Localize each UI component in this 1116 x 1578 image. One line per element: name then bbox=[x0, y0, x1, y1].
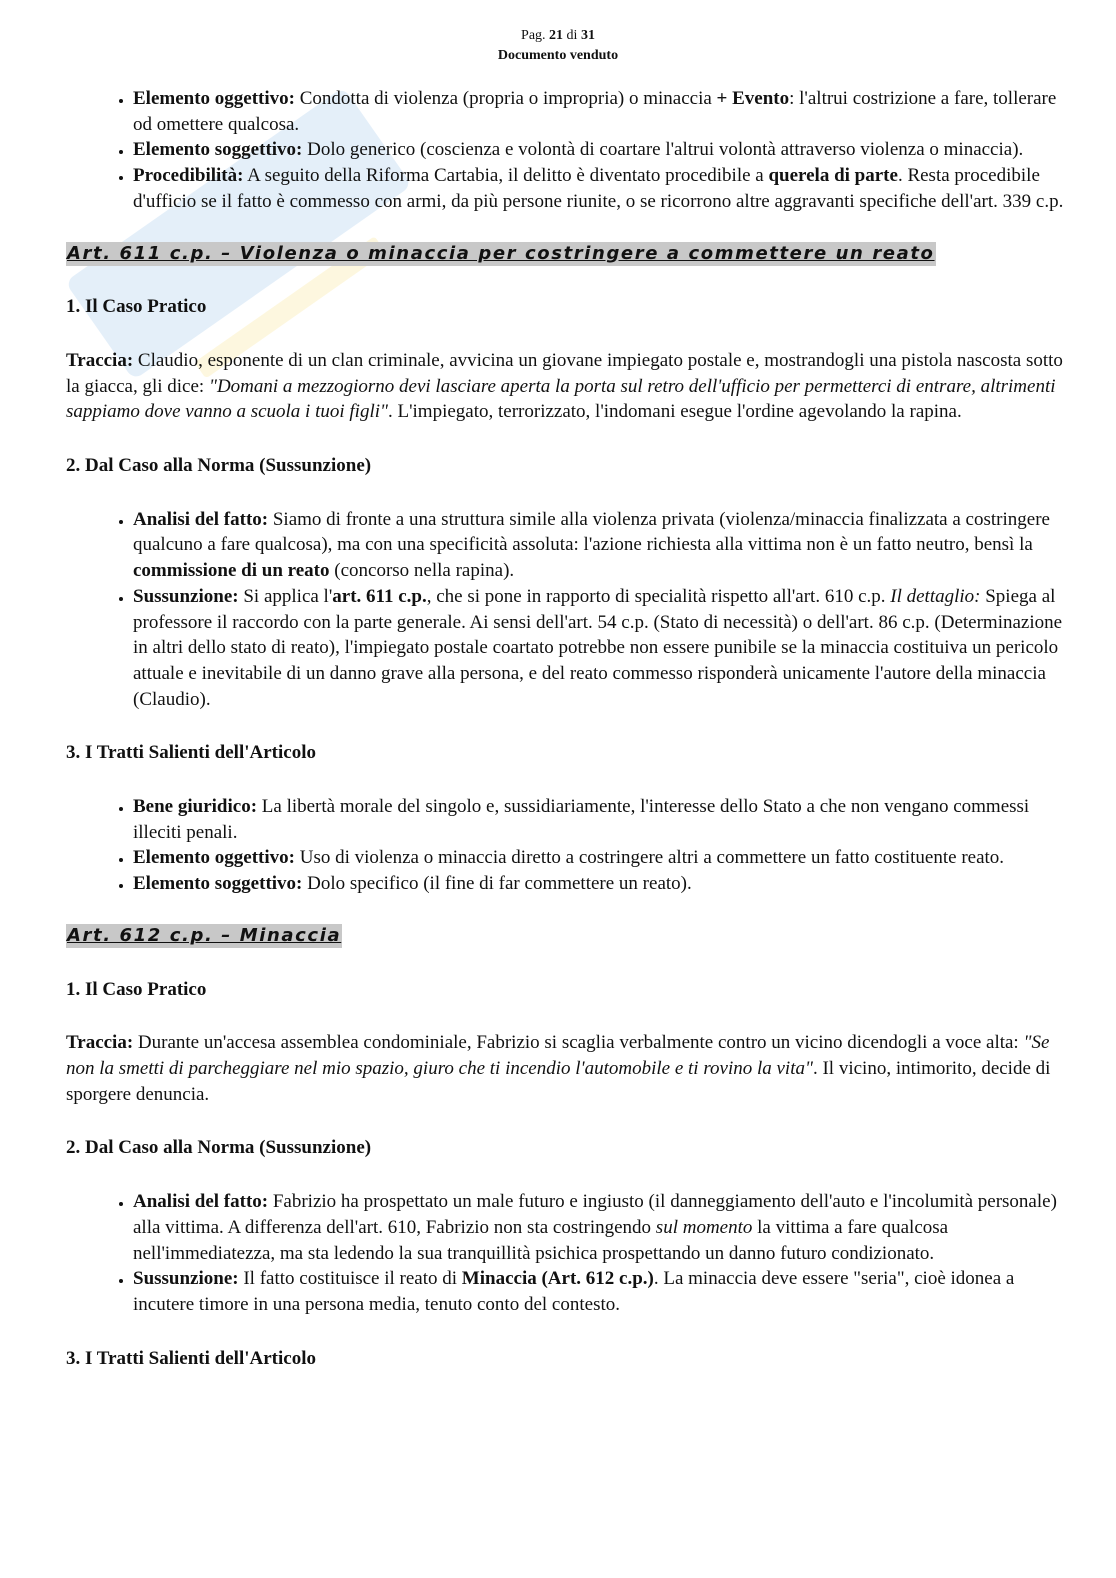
list-item: • Bene giuridico: La libertà morale del singolo e, sussidiariamente, l'interesse dello Stato a che non vengano commessi illeciti penali. bbox=[133, 794, 1070, 845]
intro-list bbox=[66, 86, 1070, 215]
list-item: • Analisi del fatto: Fabrizio ha prospettato un male futuro e ingiusto (il danneggiamento dell'auto e l'incolumità personale) alla vittima. A differenza dell'art. 610, Fabrizio non sta costringendo sul momento la vittima a fare qualcosa nell'immediatezza, ma sta ledendo la sua tranquillità psichica prospettando un danno futuro condizionato. bbox=[133, 1189, 1070, 1266]
sussunzione-list bbox=[66, 507, 1070, 713]
page-number: Pag. 21 di 31 bbox=[521, 28, 595, 43]
list-item: • Sussunzione: Il fatto costituisce il reato di Minaccia (Art. 612 c.p.). La minaccia deve essere "seria", cioè idonea a incutere timore in una persona media, tenuto conto del contesto. bbox=[133, 1266, 1070, 1317]
document-body bbox=[66, 86, 1070, 1371]
traccia-paragraph: Traccia: Claudio, esponente di un clan criminale, avvicina un giovane impiegato postale e, mostrandogli una pistola nascosta sotto la giacca, gli dice: "Domani a mezzogiorno devi lasciare aperta la porta sul retro dell'ufficio per permetterci di entrare, altrimenti sappiamo dove vanno a scuola i tuoi figli". L'impiegato, terrorizzato, l'indomani esegue l'ordine agevolando la rapina. bbox=[66, 349, 1063, 423]
section-title: 2. Dal Caso alla Norma (Sussunzione) bbox=[66, 1137, 372, 1159]
section-title: 3. I Tratti Salienti dell'Articolo bbox=[66, 742, 316, 764]
list-item: • Elemento soggettivo: Dolo generico (coscienza e volontà di coartare l'altrui volontà attraverso violenza o minaccia). bbox=[133, 137, 1070, 163]
list-item: • Elemento soggettivo: Dolo specifico (il fine di far commettere un reato). bbox=[133, 871, 1070, 897]
page-current: 21 bbox=[549, 28, 564, 43]
section-title: 1. Il Caso Pratico bbox=[66, 978, 207, 1000]
list-item: • Analisi del fatto: Siamo di fronte a una struttura simile alla violenza privata (violenza/minaccia finalizzata a costringere qualcuno a fare qualcosa), ma con una specificità assoluta: l'azione richiesta alla vittima non è un fatto neutro, bensì la commissione di un reato (concorso nella rapina). bbox=[133, 507, 1070, 584]
sussunzione-list bbox=[66, 1189, 1070, 1318]
page-total: 31 bbox=[580, 28, 595, 43]
traccia-paragraph: Traccia: Durante un'accesa assemblea condominiale, Fabrizio si scaglia verbalmente contro un vicino dicendogli a voce alta: "Se non la smetti di parcheggiare nel mio spazio, giuro che ti incendio l'automobile e ti rovino la vita". Il vicino, intimorito, decide di sporgere denuncia. bbox=[66, 1032, 1051, 1105]
section-title: 2. Dal Caso alla Norma (Sussunzione) bbox=[66, 455, 372, 477]
list-item: • Elemento oggettivo: Uso di violenza o minaccia diretto a costringere altri a commettere un fatto costituente reato. bbox=[133, 845, 1070, 871]
section-title: 3. I Tratti Salienti dell'Articolo bbox=[66, 1347, 316, 1369]
list-item: • Sussunzione: Si applica l'art. 611 c.p., che si pone in rapporto di specialità rispetto all'art. 610 c.p. Il dettaglio: Spiega al professore il raccordo con la parte generale. Ai sensi dell'art. 54 c.p. (Stato di necessità) o dell'art. 86 c.p. (Determinazione in altri dello stato di reato), l'impiegato postale coartato potrebbe non essere punibile se la minaccia costituiva un pericolo attuale e inevitabile di un danno grave alla persona, e del reato commesso risponderà unicamente l'autore della minaccia (Claudio). bbox=[133, 584, 1070, 713]
list-item: • Procedibilità: A seguito della Riforma Cartabia, il delitto è diventato procedibile a querela di parte. Resta procedibile d'ufficio se il fatto è commesso con armi, da più persone riunite, o se ricorrono altre aggravanti specifiche dell'art. 339 c.p. bbox=[133, 163, 1070, 214]
section-title: 1. Il Caso Pratico bbox=[66, 296, 207, 318]
tratti-list bbox=[66, 794, 1070, 897]
document-status: Documento venduto bbox=[497, 48, 619, 63]
art-611-heading: Art. 611 c.p. – Violenza o minaccia per costringere a commettere un reato bbox=[67, 242, 935, 264]
art-612-heading: Art. 612 c.p. – Minaccia bbox=[67, 924, 342, 946]
page-header bbox=[0, 26, 1116, 66]
list-item: • Elemento oggettivo: Condotta di violenza (propria o impropria) o minaccia + Evento: l'altrui costrizione a fare, tollerare od omettere qualcosa. bbox=[133, 86, 1070, 137]
